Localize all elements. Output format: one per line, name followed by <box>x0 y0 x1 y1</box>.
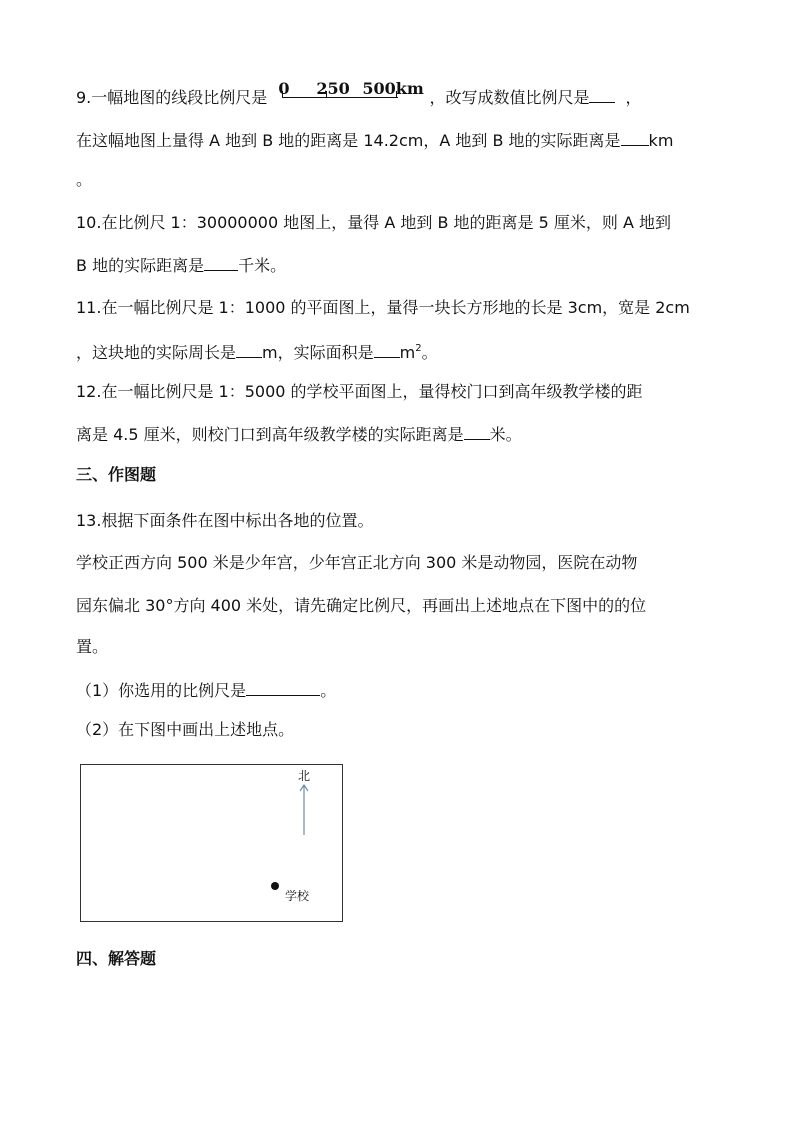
q10-line1: 10.在比例尺 1：30000000 地图上，量得 A 地到 B 地的距离是 5 厘米，则 A 地到 <box>76 213 671 232</box>
q9-unit: km <box>648 131 674 150</box>
q9-answer-blank-2[interactable] <box>621 127 649 146</box>
school-label: 学校 <box>285 889 310 903</box>
scale-bar-line <box>282 97 398 98</box>
q13-line2: 园东偏北 30°方向 400 米处，请先确定比例尺，再画出上述地点在下图中的的位 <box>76 596 647 615</box>
drawing-figure-box[interactable] <box>80 764 343 922</box>
q12-answer-blank[interactable] <box>464 421 490 440</box>
q11-unit-sup: 2 <box>415 343 422 354</box>
q11-line2-mid: m，实际面积是 <box>262 343 374 362</box>
q10-line2-prefix: B 地的实际距离是 <box>76 256 205 275</box>
q9-end: ， <box>625 88 642 107</box>
q11-perimeter-blank[interactable] <box>236 339 262 358</box>
q11-line2-end: 。 <box>421 343 438 362</box>
q10-answer-blank[interactable] <box>204 252 238 271</box>
section-4-heading: 四、解答题 <box>76 949 157 968</box>
q13-line1: 学校正西方向 500 米是少年宫，少年宫正北方向 300 米是动物园，医院在动物 <box>76 553 638 572</box>
q13-line3: 置。 <box>76 637 109 656</box>
q11-area-blank[interactable] <box>374 339 400 358</box>
school-dot <box>271 882 279 890</box>
q13-title: 13.根据下面条件在图中标出各地的位置。 <box>76 511 374 530</box>
q10-line2 <box>76 252 286 278</box>
q12-line2 <box>76 421 522 447</box>
q11-line2-prefix: ，这块地的实际周长是 <box>76 343 237 362</box>
q12-line2-prefix: 离是 4.5 厘米，则校门口到高年级教学楼的实际距离是 <box>76 425 464 444</box>
q12-line1: 12.在一幅比例尺是 1：5000 的学校平面图上，量得校门口到高年级教学楼的距 <box>76 382 643 401</box>
scale-tick-250 <box>326 91 327 98</box>
section-3-heading: 三、作图题 <box>76 465 157 484</box>
q13-sub1 <box>76 677 336 703</box>
q9-answer-blank-1[interactable] <box>589 84 615 103</box>
q9-prefix: 9.一幅地图的线段比例尺是 <box>76 88 268 107</box>
north-arrow-icon <box>297 783 311 837</box>
scale-label-250: 250 <box>316 79 350 98</box>
q11-unit: m <box>399 343 416 362</box>
q10-line2-suffix: 千米。 <box>238 256 287 275</box>
q13-sub1-prefix: （1）你选用的比例尺是 <box>76 681 247 700</box>
scale-tick-0 <box>282 91 283 98</box>
scale-label-500km: 500km <box>362 79 424 98</box>
scale-label-0: 0 <box>278 79 290 98</box>
q13-sub1-suffix: 。 <box>320 681 337 700</box>
q13-scale-blank[interactable] <box>246 677 320 696</box>
north-label: 北 <box>298 769 311 783</box>
q9-line3: 。 <box>76 170 93 189</box>
q13-sub2: （2）在下图中画出上述地点。 <box>76 720 295 739</box>
q11-line1: 11.在一幅比例尺是 1：1000 的平面图上，量得一块长方形地的长是 3cm，宽是 2cm <box>76 298 690 317</box>
line-scale-bar <box>278 79 424 107</box>
q9-line2 <box>76 127 673 153</box>
q9-line1 <box>76 79 642 110</box>
q12-line2-suffix: 米。 <box>489 425 522 444</box>
q9-line2-text: 在这幅地图上量得 A 地到 B 地的距离是 14.2cm，A 地到 B 地的实际距离是 <box>76 131 621 150</box>
scale-tick-500 <box>396 91 397 98</box>
q9-middle: ，改写成数值比例尺是 <box>429 88 590 107</box>
q11-line2 <box>76 337 438 365</box>
